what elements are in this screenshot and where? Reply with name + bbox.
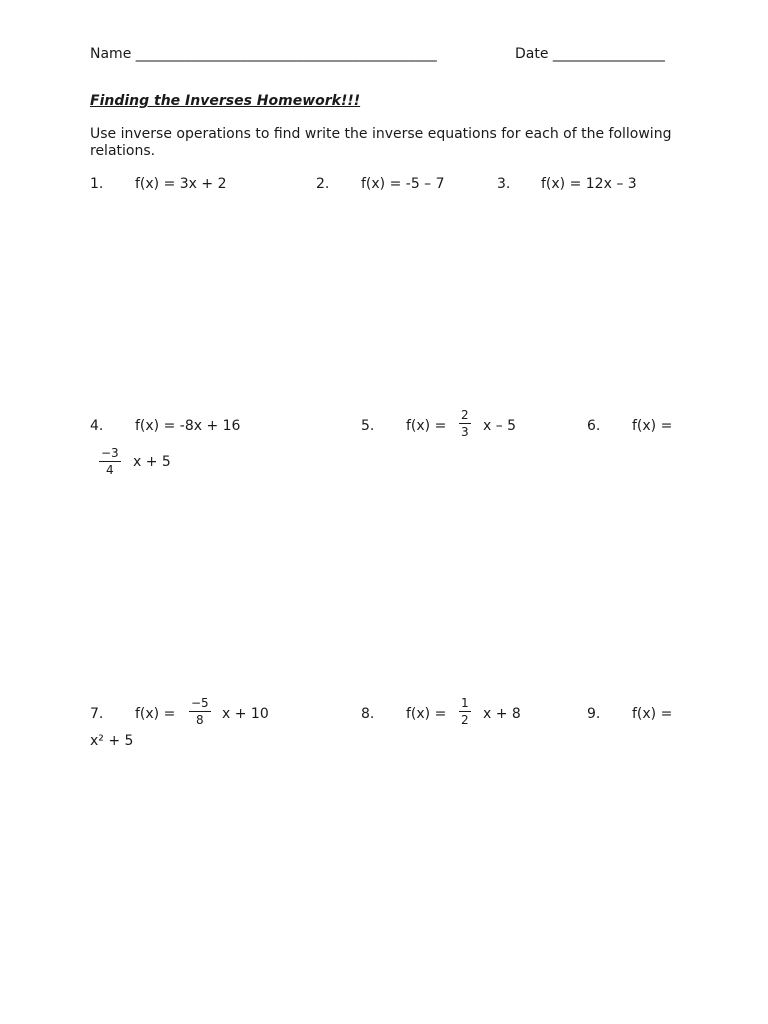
- problem-7-suffix: x + 10: [222, 706, 269, 722]
- problem-6-suffix: x + 5: [133, 454, 171, 470]
- problem-2-number: 2.: [316, 176, 330, 192]
- fraction-denominator: 3: [461, 425, 469, 439]
- problem-8-number: 8.: [361, 706, 375, 722]
- name-line: Name ___________________________________________: [90, 46, 437, 62]
- problem-1-equation: f(x) = 3x + 2: [135, 176, 227, 192]
- problem-9-number: 9.: [587, 706, 601, 722]
- problem-9-suffix: x² + 5: [90, 733, 134, 749]
- problem-5-prefix: f(x) =: [406, 418, 447, 434]
- fraction-numerator: 2: [461, 408, 469, 422]
- problem-5-suffix: x – 5: [483, 418, 517, 434]
- date-line: Date ________________: [515, 46, 665, 62]
- problem-7-number: 7.: [90, 706, 104, 722]
- problem-2-equation: f(x) = -5 – 7: [361, 176, 445, 192]
- instructions: Use inverse operations to find write the inverse equations for each of the following relations.: [90, 126, 672, 159]
- problem-6-number: 6.: [587, 418, 601, 434]
- problem-7-prefix: f(x) =: [135, 706, 176, 722]
- problem-3-equation: f(x) = 12x – 3: [541, 176, 637, 192]
- fraction-numerator: 1: [461, 696, 469, 710]
- problem-5-fraction: [459, 409, 471, 438]
- problem-6-fraction: [99, 447, 121, 476]
- problem-9-prefix: f(x) =: [632, 706, 673, 722]
- problem-8-prefix: f(x) =: [406, 706, 447, 722]
- worksheet-title: Finding the Inverses Homework!!!: [90, 93, 361, 109]
- fraction-denominator: 2: [461, 713, 469, 727]
- problem-7-fraction: [189, 697, 211, 726]
- problem-8-suffix: x + 8: [483, 706, 521, 722]
- problem-6-prefix: f(x) =: [632, 418, 673, 434]
- fraction-numerator: −5: [191, 696, 209, 710]
- problem-4-equation: f(x) = -8x + 16: [135, 418, 241, 434]
- fraction-denominator: 8: [196, 713, 204, 727]
- fraction-denominator: 4: [106, 463, 114, 477]
- fraction-numerator: −3: [101, 446, 119, 460]
- problem-5-number: 5.: [361, 418, 375, 434]
- problem-3-number: 3.: [497, 176, 511, 192]
- problem-4-number: 4.: [90, 418, 104, 434]
- problem-8-fraction: [459, 697, 471, 726]
- problem-1-number: 1.: [90, 176, 104, 192]
